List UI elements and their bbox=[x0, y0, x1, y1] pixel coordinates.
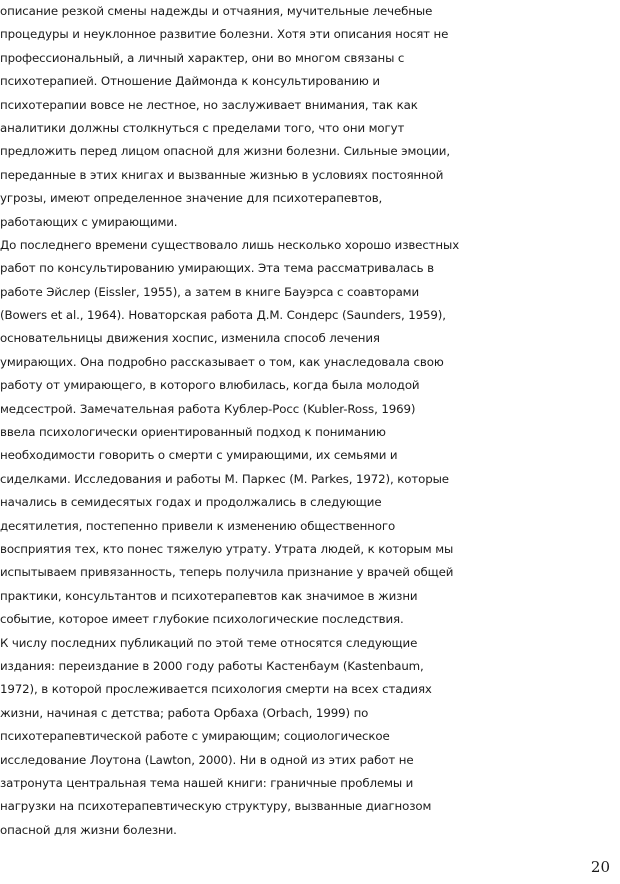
text-line: жизни, начиная с детства; работа Орбаха (Orbach, 1999) по bbox=[0, 705, 369, 720]
text-line: процедуры и неуклонное развитие болезни. Хотя эти описания носят не bbox=[0, 27, 449, 42]
text-line: (Bowers et al., 1964). Новаторская работа Д.М. Сондерс (Saunders, 1959), bbox=[0, 308, 446, 323]
text-line: предложить перед лицом опасной для жизни болезни. Сильные эмоции, bbox=[0, 144, 450, 159]
paragraph bbox=[0, 632, 615, 843]
text-line: ввела психологически ориентированный подход к пониманию bbox=[0, 425, 386, 440]
text-line: психотерапевтической работе с умирающим; социологическое bbox=[0, 729, 390, 744]
paragraph bbox=[0, 234, 615, 632]
text-line: психотерапией. Отношение Даймонда к консультированию и bbox=[0, 74, 380, 89]
paragraph bbox=[0, 0, 615, 234]
text-line: работу от умирающего, в которого влюбилась, когда была молодой bbox=[0, 378, 420, 393]
text-line: опасной для жизни болезни. bbox=[0, 822, 177, 837]
text-line: описание резкой смены надежды и отчаяния, мучительные лечебные bbox=[0, 4, 433, 18]
text-line: К числу последних публикаций по этой теме относятся следующие bbox=[0, 635, 418, 650]
text-line: переданные в этих книгах и вызванные жизнью в условиях постоянной bbox=[0, 167, 444, 182]
page-number: 20 bbox=[590, 858, 610, 876]
text-line: работающих с умирающими. bbox=[0, 214, 178, 229]
text-line: 1972), в которой прослеживается психология смерти на всех стадиях bbox=[0, 682, 432, 697]
text-line: угрозы, имеют определенное значение для психотерапевтов, bbox=[0, 191, 383, 206]
text-line: аналитики должны столкнуться с пределами того, что они могут bbox=[0, 120, 405, 135]
text-line: умирающих. Она подробно рассказывает о том, как унаследовала свою bbox=[0, 354, 444, 369]
text-line: исследование Лоутона (Lawton, 2000). Ни в одной из этих работ не bbox=[0, 752, 414, 767]
text-line: работе Эйслер (Eissler, 1955), а затем в книге Бауэрса с соавторами bbox=[0, 284, 420, 299]
text-line: психотерапии вовсе не лестное, но заслуживает внимания, так как bbox=[0, 97, 418, 112]
text-line: основательницы движения хоспис, изменила способ лечения bbox=[0, 331, 380, 346]
text-line: практики, консультантов и психотерапевтов как значимое в жизни bbox=[0, 588, 418, 603]
text-line: затронута центральная тема нашей книги: граничные проблемы и bbox=[0, 775, 414, 790]
text-line: работ по консультированию умирающих. Эта тема рассматривалась в bbox=[0, 261, 434, 276]
text-line: восприятия тех, кто понес тяжелую утрату. Утрата людей, к которым мы bbox=[0, 541, 454, 556]
text-line: медсестрой. Замечательная работа Кублер-Росс (Kubler-Ross, 1969) bbox=[0, 401, 416, 416]
text-line: До последнего времени существовало лишь несколько хорошо известных bbox=[0, 237, 460, 252]
text-line: десятилетия, постепенно привели к изменению общественного bbox=[0, 518, 396, 533]
text-line: испытываем привязанность, теперь получила признание у врачей общей bbox=[0, 565, 454, 580]
text-line: необходимости говорить о смерти с умирающими, их семьями и bbox=[0, 448, 398, 463]
text-line: издания: переиздание в 2000 году работы Кастенбаум (Kastenbaum, bbox=[0, 658, 424, 673]
text-line: событие, которое имеет глубокие психологические последствия. bbox=[0, 612, 404, 627]
text-line: профессиональный, а личный характер, они во многом связаны с bbox=[0, 50, 405, 65]
text-line: нагрузки на психотерапевтическую структуру, вызванные диагнозом bbox=[0, 799, 432, 814]
text-line: сиделками. Исследования и работы М. Паркес (M. Parkes, 1972), которые bbox=[0, 471, 449, 486]
text-line: начались в семидесятых годах и продолжались в следующие bbox=[0, 495, 382, 510]
